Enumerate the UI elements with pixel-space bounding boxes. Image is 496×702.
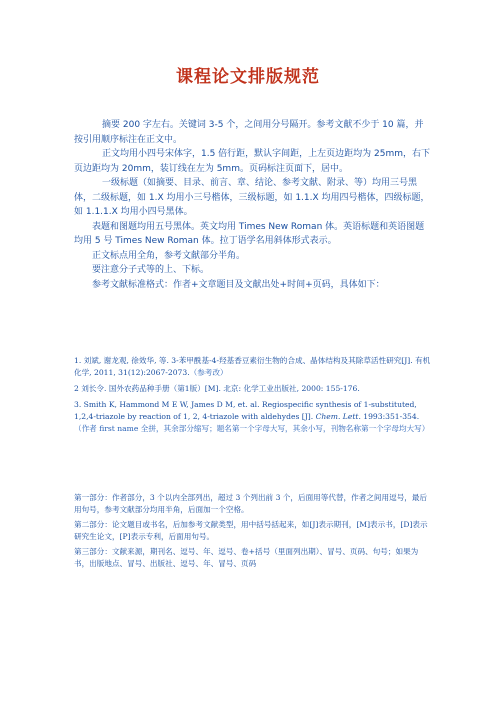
- rule-headings: 一级标题（如摘要、目录、前言、章、结论、参考文献、附录、等）均用三号黑体，二级标题，如 1.X 均用小三号楷体，三级标题，如 1.1.X 均用四号楷体，四级标题，如 1.1.1.X 均用小四号黑体。: [74, 178, 430, 217]
- reference-examples: [74, 355, 432, 439]
- reference-3-text: 3. Smith K, Hammond M E W, James D M, et. al. Regiospecific synthesis of 1-substituted, 1,2,4-triazole by reaction of 1, 2, 4-triazole with aldehydes [J].: [74, 400, 417, 421]
- reference-3-pages: . 1993:351-354.: [358, 412, 420, 421]
- part-three: 第三部分：文献来源，期刊名、逗号、年、逗号、卷+括号（里面列出期）、冒号、页码、句号；如果为书，出版地点、冒号、出版社、逗号、年、冒号、页码: [74, 547, 419, 568]
- reference-parts-explanation: [74, 492, 432, 573]
- rule-subscripts: 要注意分子式等的上、下标。: [92, 265, 210, 275]
- reference-item-3: [74, 399, 432, 435]
- reference-item-2: 2 刘长令. 国外农药品种手册（第1版）[M]. 北京: 化学工业出版社, 2000: 155-176.: [74, 384, 360, 393]
- rule-punctuation: 正文标点用全角，参考文献部分半角。: [92, 250, 246, 261]
- rule-figure-table-titles: 表题和图题均用五号黑体。英文均用 Times New Roman 体。英语标题和英语图题均用 5 号 Times New Roman 体。拉丁语学名用斜体形式表示。: [74, 221, 425, 246]
- rule-abstract: 摘要 200 字左右。关键词 3-5 个，之间用分号隔开。参考文献不少于 10 篇，并按引用顺序标注在正文中。: [74, 120, 424, 145]
- reference-1-note: （参考改）: [189, 368, 228, 377]
- reference-item-1: [74, 355, 432, 379]
- formatting-rules: [74, 118, 432, 292]
- part-one: 第一部分：作者部分，3 个以内全部列出，超过 3 个列出前 3 个，后面用等代替，作者之间用逗号，最后用句号，参考文献部分均用半角，后面加一个空格。: [74, 493, 428, 514]
- rule-body-text: 正文均用小四号宋体字，1.5 倍行距，默认字间距，上左页边距均为 25mm，右下页边距均为 20mm，装订线在左为 5mm。页码标注页面下，居中。: [74, 149, 431, 174]
- rule-reference-format: 参考文献标准格式：作者+文章题目及文献出处+时间+页码，具体如下：: [92, 279, 385, 290]
- reference-3-journal: Chem. Lett: [315, 412, 359, 421]
- part-two: 第二部分：论文题目或书名，后加参考文献类型，用中括号括起来，如[J]表示期刊，[M]表示书，[D]表示研究生论文，[P]表示专利，后面用句号。: [74, 520, 428, 541]
- document-title: 课程论文排版规范: [176, 67, 320, 87]
- reference-3-note: （作者 first name 全拼，其余部分缩写；题名第一个字母大写，其余小写，刊物名称第一个字母均大写）: [74, 424, 430, 433]
- reference-1-text: 1. 刘斌, 谢龙观, 徐效华, 等. 3-苯甲酰基-4-羟基香豆素衍生物的合成、晶体结构及其除草活性研究[J]. 有机化学, 2011, 31(12):2067-2073.: [74, 356, 431, 377]
